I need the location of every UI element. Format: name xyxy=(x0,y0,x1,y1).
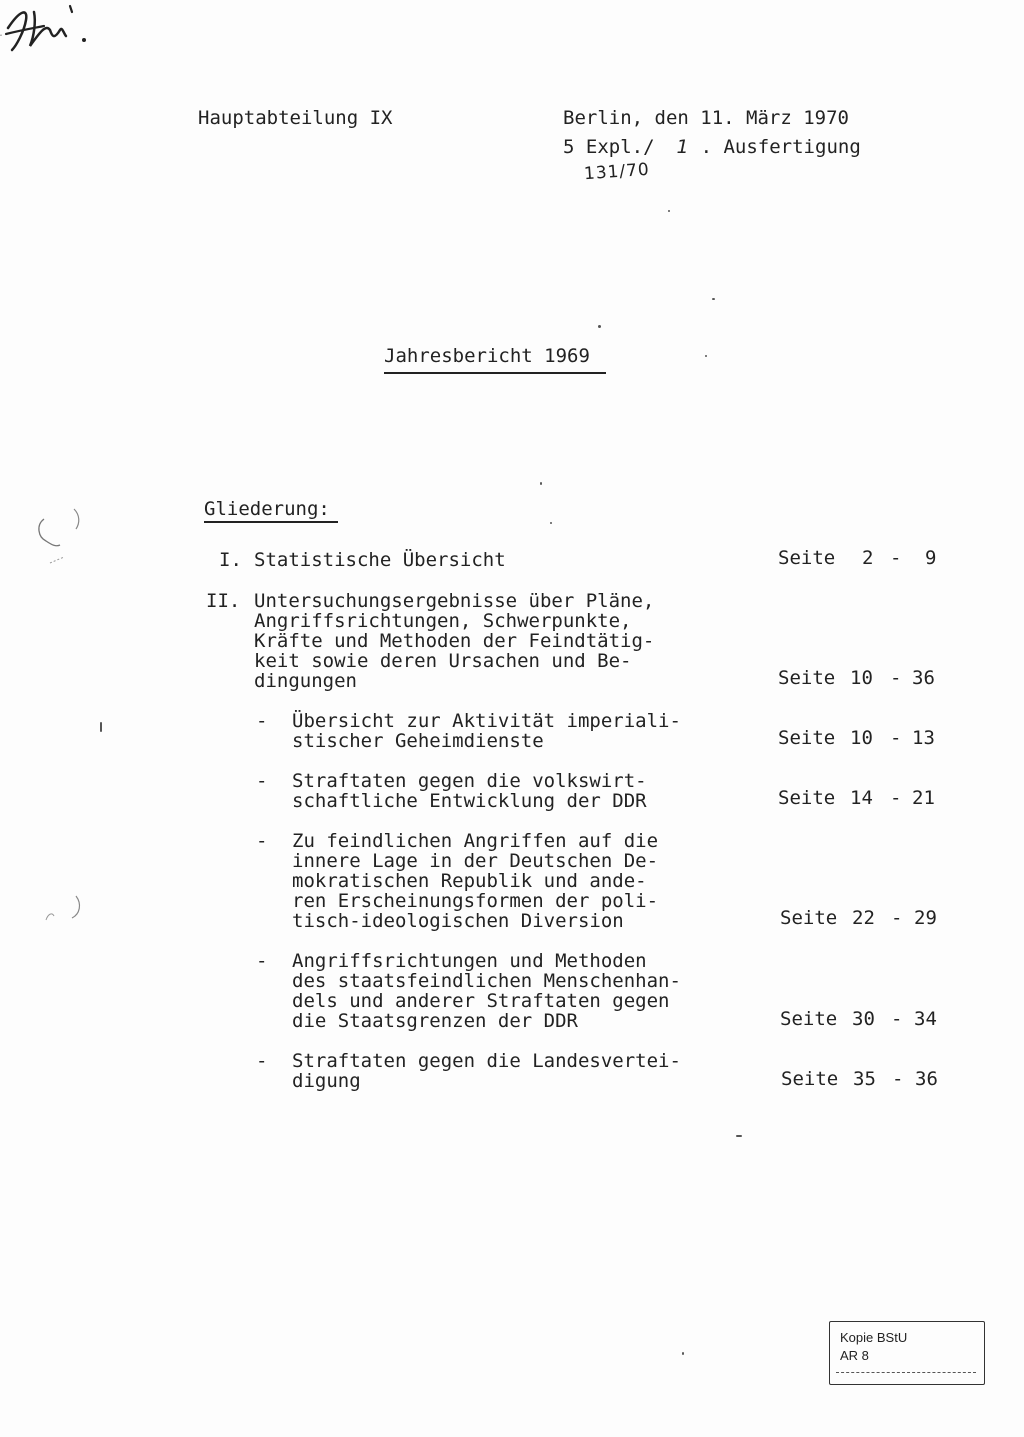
toc-page-to: 13 xyxy=(912,727,935,749)
scan-speck xyxy=(712,298,715,300)
document-title: Jahresbericht 1969 xyxy=(384,345,590,367)
toc-page-to: 36 xyxy=(912,667,935,689)
toc-page-label: Seite xyxy=(780,1008,838,1030)
toc-page-to: 21 xyxy=(912,787,935,809)
title-block xyxy=(384,346,590,366)
stamp-line: AR 8 xyxy=(840,1348,869,1363)
toc-subitem-dash: - xyxy=(256,950,268,972)
toc-heading-underline xyxy=(204,521,338,523)
toc-subitem-dash: - xyxy=(256,710,268,732)
toc-item-line: Statistische Übersicht xyxy=(254,549,506,571)
archive-stamp xyxy=(829,1321,985,1385)
toc-subitem-line: Angriffsrichtungen und Methoden xyxy=(292,950,647,972)
toc-page-from: 10 xyxy=(850,667,873,689)
toc-subitem-line: ren Erscheinungsformen der poli- xyxy=(292,890,659,912)
toc-page-label: Seite xyxy=(778,667,836,689)
toc-subitem-line: Straftaten gegen die Landesvertei- xyxy=(292,1050,681,1072)
toc-page-to: 36 xyxy=(915,1068,938,1090)
toc-page-from: 2 xyxy=(862,547,874,569)
toc-subitem-line: dels und anderer Straftaten gegen xyxy=(292,990,670,1012)
handwritten-signature-icon xyxy=(0,0,100,55)
scan-mark xyxy=(40,890,90,930)
toc-subitem-dash: - xyxy=(256,1050,268,1072)
stamp-rule xyxy=(836,1372,976,1373)
department-name: Hauptabteilung IX xyxy=(198,107,393,129)
scan-speck xyxy=(705,355,707,357)
scan-speck xyxy=(598,325,601,328)
scan-speck xyxy=(668,210,670,212)
toc-subitem-line: die Staatsgrenzen der DDR xyxy=(292,1010,578,1032)
toc-subitem-line: des staatsfeindlichen Menschenhan- xyxy=(292,970,681,992)
toc-subitem-dash: - xyxy=(256,770,268,792)
toc-subitem-line: schaftliche Entwicklung der DDR xyxy=(292,790,647,812)
scan-speck xyxy=(540,482,542,485)
toc-page-sep: - xyxy=(890,787,902,809)
toc-item-line: Kräfte und Methoden der Feindtätig- xyxy=(254,630,655,652)
toc-subitem-line: stischer Geheimdienste xyxy=(292,730,544,752)
stamp-line: Kopie BStU xyxy=(840,1330,908,1345)
toc-page-from: 22 xyxy=(852,907,875,929)
scan-speck xyxy=(682,1352,684,1355)
toc-item-number: I. xyxy=(219,549,242,571)
scan-speck xyxy=(100,722,102,732)
toc-subitem-line: innere Lage in der Deutschen De- xyxy=(292,850,659,872)
scan-speck xyxy=(736,1135,742,1137)
toc-item-line: Angriffsrichtungen, Schwerpunkte, xyxy=(254,610,632,632)
toc-page-label: Seite xyxy=(781,1068,839,1090)
copies-line xyxy=(563,137,861,157)
toc-page-sep: - xyxy=(890,667,902,689)
toc-page-from: 14 xyxy=(850,787,873,809)
toc-page-to: 34 xyxy=(914,1008,937,1030)
toc-page-from: 10 xyxy=(850,727,873,749)
toc-item-line: Untersuchungsergebnisse über Pläne, xyxy=(254,590,655,612)
toc-page-sep: - xyxy=(890,547,902,569)
toc-item-number: II. xyxy=(206,590,241,612)
toc-subitem-line: Straftaten gegen die volkswirt- xyxy=(292,770,647,792)
toc-page-label: Seite xyxy=(778,727,836,749)
toc-subitem-line: tisch-ideologischen Diversion xyxy=(292,910,624,932)
toc-page-to: 29 xyxy=(914,907,937,929)
toc-heading: Gliederung: xyxy=(204,498,330,520)
place-and-date: Berlin, den 11. März 1970 xyxy=(563,107,849,129)
toc-page-label: Seite xyxy=(780,907,838,929)
scan-speck xyxy=(550,522,552,524)
toc-page-sep: - xyxy=(891,1008,903,1030)
toc-subitem-line: Übersicht zur Aktivität imperiali- xyxy=(292,710,681,732)
toc-page-sep: - xyxy=(892,1068,904,1090)
toc-page-from: 30 xyxy=(852,1008,875,1030)
toc-subitem-line: digung xyxy=(292,1070,361,1092)
toc-page-sep: - xyxy=(890,727,902,749)
title-underline xyxy=(384,372,606,374)
toc-subitem-line: mokratischen Republik und ande- xyxy=(292,870,647,892)
toc-item-line: dingungen xyxy=(254,670,357,692)
toc-page-to: 9 xyxy=(925,547,937,569)
copies-prefix: 5 Expl./ xyxy=(563,136,655,158)
toc-page-label: Seite xyxy=(778,787,836,809)
toc-item-line: keit sowie deren Ursachen und Be- xyxy=(254,650,632,672)
copies-suffix: . Ausfertigung xyxy=(700,136,861,158)
toc-heading-block xyxy=(204,499,330,519)
toc-page-from: 35 xyxy=(853,1068,876,1090)
registration-number: 131/70 xyxy=(583,159,651,185)
scan-mark xyxy=(30,505,90,575)
toc-subitem-dash: - xyxy=(256,830,268,852)
toc-page-label: Seite xyxy=(778,547,836,569)
toc-page-sep: - xyxy=(891,907,903,929)
copy-number: 1 xyxy=(676,136,689,158)
toc-subitem-line: Zu feindlichen Angriffen auf die xyxy=(292,830,659,852)
